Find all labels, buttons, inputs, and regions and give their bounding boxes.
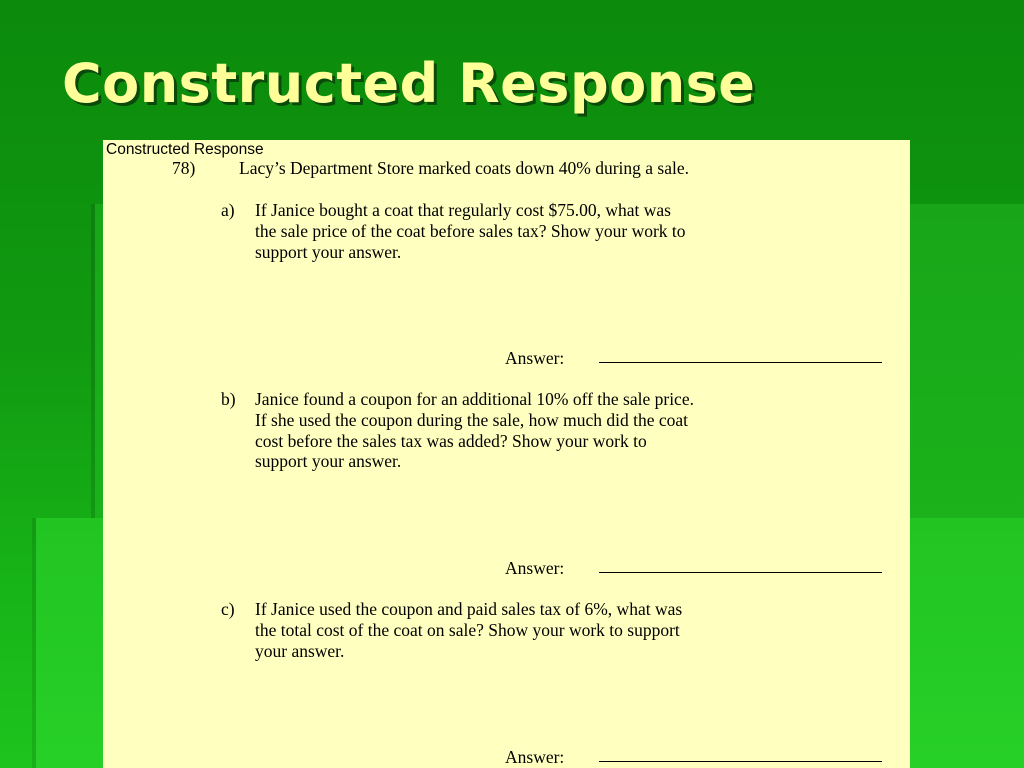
part-a-line-2: the sale price of the coat before sales tax? Show your work to (255, 220, 686, 241)
question-intro: Lacy’s Department Store marked coats down 40% during a sale. (239, 158, 690, 178)
part-c-letter: c) (221, 599, 235, 619)
part-a-line-1: If Janice bought a coat that regularly cost $75.00, what was (255, 200, 671, 220)
question-number: 78) (172, 158, 196, 178)
slide-title: Constructed Response (62, 52, 756, 115)
worksheet-image (103, 140, 910, 768)
part-b-line-2: If she used the coupon during the sale, how much did the coat (255, 409, 689, 430)
part-a-line-3: support your answer. (255, 241, 402, 262)
worksheet-header: Constructed Response (106, 141, 264, 158)
part-b-answer-line (599, 572, 882, 573)
part-c-line-1: If Janice used the coupon and paid sales tax of 6%, what was (255, 599, 683, 619)
part-b-line-3: cost before the sales tax was added? Show your work to (255, 430, 647, 451)
part-c-line-2: the total cost of the coat on sale? Show your work to support (255, 619, 680, 640)
part-c-answer-label: Answer: (505, 747, 565, 767)
part-a-answer-line (599, 362, 882, 363)
part-b-letter: b) (221, 389, 236, 409)
part-b-line-4: support your answer. (255, 451, 402, 472)
part-a-letter: a) (221, 200, 235, 220)
part-b-answer-label: Answer: (505, 558, 565, 578)
part-b-line-1: Janice found a coupon for an additional 10% off the sale price. (255, 389, 694, 409)
part-c-line-3: your answer. (255, 640, 345, 661)
part-a-answer-label: Answer: (505, 348, 565, 368)
part-c-answer-line (599, 761, 882, 762)
